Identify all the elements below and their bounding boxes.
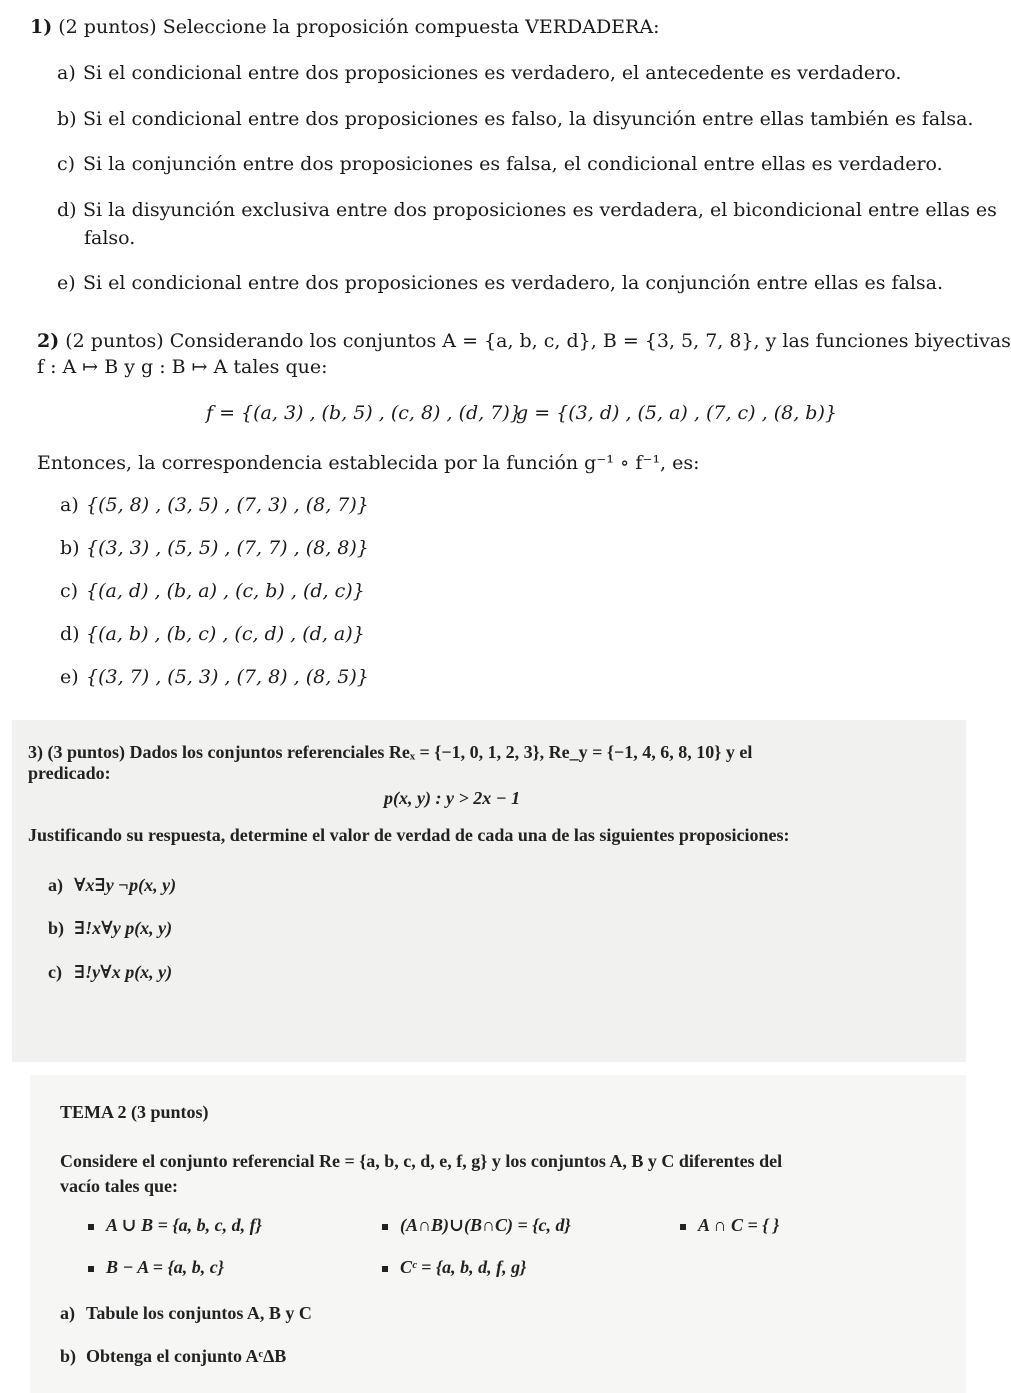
q1-option-c	[57, 151, 943, 177]
option-label: c)	[60, 580, 79, 602]
bullet-icon	[680, 1224, 686, 1230]
option-text: Si el condicional entre dos proposiciones es falso, la disyunción entre ellas también es falsa.	[83, 108, 974, 130]
option-label: d)	[60, 623, 80, 645]
item-text: ∃!x∀y p(x, y)	[74, 918, 173, 938]
q2-option-e	[60, 664, 369, 690]
option-label: d)	[57, 199, 77, 221]
q2-option-d	[60, 621, 365, 647]
condition-text: A ∪ B = {a, b, c, d, f}	[106, 1215, 262, 1235]
q2-option-c	[60, 578, 365, 604]
option-text: Si el condicional entre dos proposiciones es verdadero, el antecedente es verdadero.	[83, 62, 902, 84]
q3-section	[12, 720, 966, 1062]
tema2-intro-line2: vacío tales que:	[60, 1176, 178, 1196]
option-text: Si la conjunción entre dos proposiciones es falsa, el condicional entre ellas es verdadero.	[83, 153, 943, 175]
q2-option-a	[60, 492, 369, 518]
tema2-condition-2	[382, 1215, 571, 1236]
condition-text: (A∩B)∪(B∩C) = {c, d}	[400, 1215, 571, 1235]
option-label: b)	[60, 537, 80, 559]
q3-item-a	[48, 875, 176, 896]
bullet-icon	[88, 1266, 94, 1272]
q2-question: Entonces, la correspondencia establecida por la función g⁻¹ ∘ f⁻¹, es:	[37, 452, 700, 474]
option-text: Si el condicional entre dos proposiciones es verdadero, la conjunción entre ellas es falsa.	[83, 272, 944, 294]
bullet-icon	[88, 1224, 94, 1230]
item-label: a)	[48, 875, 63, 895]
condition-text: A ∩ C = { }	[698, 1215, 780, 1235]
q3-item-c	[48, 962, 172, 983]
q1-stem-text: (2 puntos) Seleccione la proposición compuesta VERDADERA:	[58, 16, 660, 38]
q3-stem-text: (3 puntos) Dados los conjuntos referenciales Reₓ = {−1, 0, 1, 2, 3}, Re_y = {−1, 4, 6, 8, 10} y el	[47, 742, 753, 762]
task-label: b)	[60, 1346, 77, 1366]
tema2-condition-4	[88, 1257, 224, 1278]
bullet-icon	[382, 1266, 388, 1272]
item-label: b)	[48, 918, 65, 938]
q3-stem-line2: predicado:	[28, 763, 111, 783]
task-label: a)	[60, 1303, 75, 1323]
tema2-section	[30, 1075, 966, 1393]
task-text: Obtenga el conjunto Aᶜ∆B	[86, 1346, 287, 1366]
q1-option-d-continuation: falso.	[84, 227, 136, 249]
bullet-icon	[382, 1224, 388, 1230]
q3-item-b	[48, 918, 172, 939]
q3-instruction: Justificando su respuesta, determine el valor de verdad de cada una de las siguientes proposiciones:	[28, 825, 790, 845]
q2-f-definition: f = {(a, 3) , (b, 5) , (c, 8) , (d, 7)}	[206, 402, 522, 424]
option-label: a)	[57, 62, 76, 84]
condition-text: Cᶜ = {a, b, d, f, g}	[400, 1257, 527, 1277]
option-text: {(5, 8) , (3, 5) , (7, 3) , (8, 7)}	[86, 494, 369, 516]
item-label: c)	[48, 962, 62, 982]
q2-number: 2)	[37, 330, 60, 352]
condition-text: B − A = {a, b, c}	[106, 1257, 225, 1277]
q1-option-b	[57, 106, 973, 132]
option-text: {(a, b) , (b, c) , (c, d) , (d, a)}	[86, 623, 365, 645]
tema2-condition-5	[382, 1257, 526, 1278]
task-text: Tabule los conjuntos A, B y C	[86, 1303, 312, 1323]
q3-predicate: p(x, y) : y > 2x − 1	[384, 788, 521, 808]
option-text: {(a, d) , (b, a) , (c, b) , (d, c)}	[86, 580, 365, 602]
q1-option-e	[57, 270, 943, 296]
q1-option-a	[57, 60, 901, 86]
tema2-intro: Considere el conjunto referencial Re = {a, b, c, d, e, f, g} y los conjuntos A, B y C diferentes del	[60, 1151, 783, 1171]
q1-stem	[30, 14, 659, 40]
option-label: a)	[60, 494, 79, 516]
q3-number: 3)	[28, 742, 43, 762]
q2-option-b	[60, 535, 369, 561]
option-label: e)	[57, 272, 76, 294]
q1-option-d	[57, 197, 997, 223]
item-text: ∃!y∀x p(x, y)	[74, 962, 173, 982]
tema2-condition-3	[680, 1215, 779, 1236]
q1-number: 1)	[30, 16, 53, 38]
option-text: Si la disyunción exclusiva entre dos proposiciones es verdadera, el bicondicional entre ellas es	[83, 199, 997, 221]
option-text: {(3, 3) , (5, 5) , (7, 7) , (8, 8)}	[86, 537, 369, 559]
q2-stem	[37, 328, 1011, 354]
tema2-title: TEMA 2 (3 puntos)	[60, 1102, 209, 1122]
q2-stem-text: (2 puntos) Considerando los conjuntos A = {a, b, c, d}, B = {3, 5, 7, 8}, y las funciones biyectivas	[65, 330, 1011, 352]
item-text: ∀x∃y ¬p(x, y)	[74, 875, 177, 895]
option-label: b)	[57, 108, 77, 130]
q2-stem-line2: f : A ↦ B y g : B ↦ A tales que:	[37, 356, 328, 378]
tema2-task-a	[60, 1303, 312, 1324]
option-text: {(3, 7) , (5, 3) , (7, 8) , (8, 5)}	[86, 666, 369, 688]
tema2-condition-1	[88, 1215, 262, 1236]
option-label: e)	[60, 666, 79, 688]
q3-stem	[28, 740, 752, 764]
option-label: c)	[57, 153, 76, 175]
tema2-task-b	[60, 1346, 286, 1367]
q2-g-definition: g = {(3, d) , (5, a) , (7, c) , (8, b)}	[516, 402, 837, 424]
